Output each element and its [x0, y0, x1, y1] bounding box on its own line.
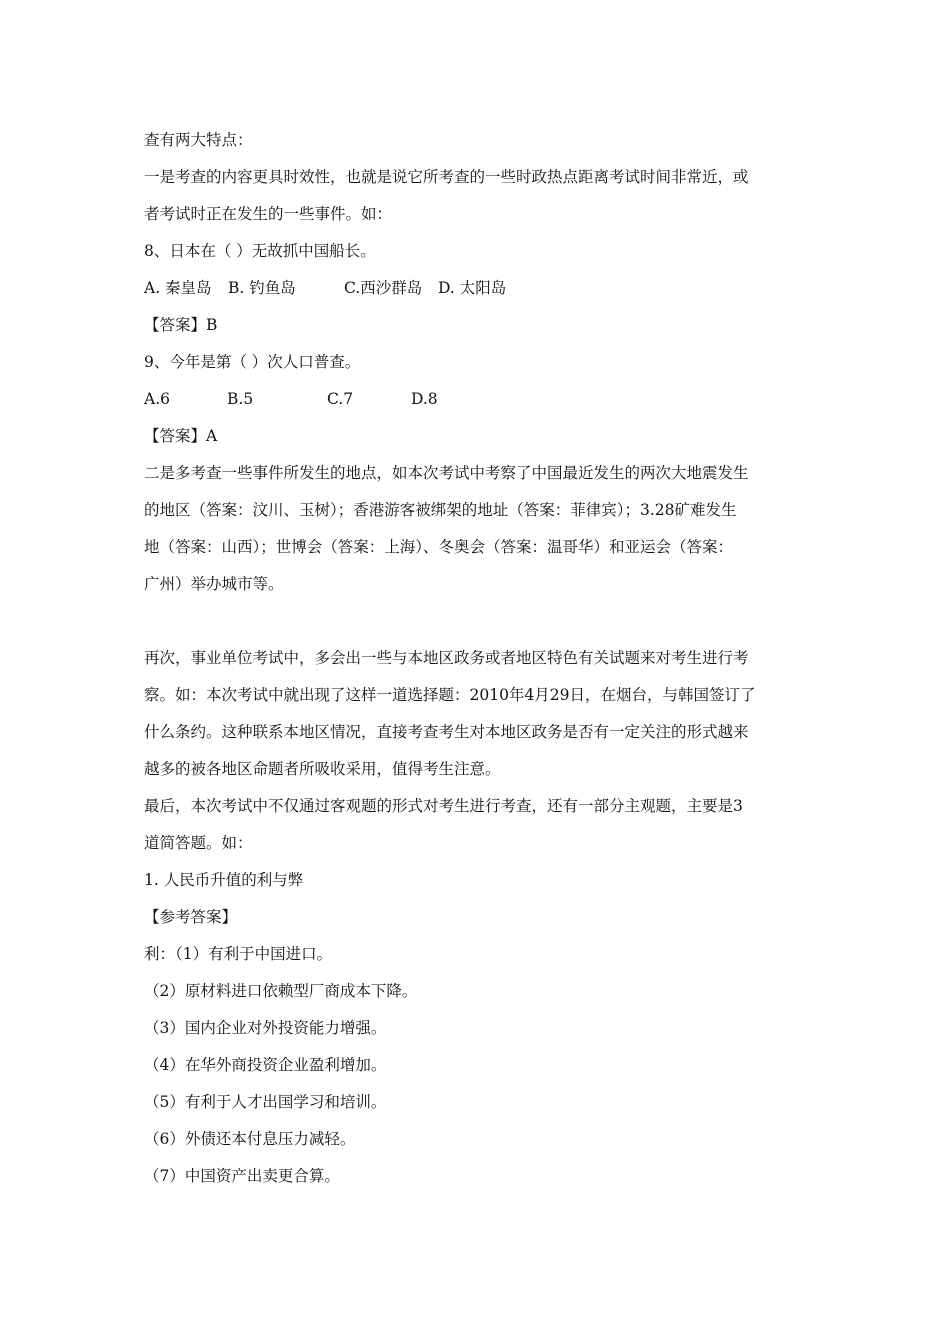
text-line: 什么条约。这种联系本地区情况，直接考查考生对本地区政务是否有一定关注的形式越来 [144, 723, 749, 741]
text-line: 的地区（答案：汶川、玉树）；香港游客被绑架的地址（答案：菲律宾）；3.28矿难发生 [144, 501, 737, 519]
list-item: （5）有利于人才出国学习和培训。 [144, 1093, 387, 1111]
question-1: 1. 人民币升值的利与弊 [144, 871, 304, 889]
text-line: 二是多考查一些事件所发生的地点，如本次考试中考察了中国最近发生的两次大地震发生 [144, 464, 749, 482]
list-item: （3）国内企业对外投资能力增强。 [144, 1019, 387, 1037]
answer-label: 【答案】B [144, 316, 218, 334]
text-line: 越多的被各地区命题者所吸收采用，值得考生注意。 [144, 760, 501, 778]
text-line: 道简答题。如： [144, 834, 253, 852]
text-line: 查有两大特点： [144, 131, 253, 149]
option-c: C.西沙群岛 [344, 279, 423, 297]
list-item: 利：（1）有利于中国进口。 [144, 945, 333, 963]
option-b: B. 钓鱼岛 [228, 279, 296, 297]
question-9-options [144, 381, 814, 418]
list-item: （4）在华外商投资企业盈利增加。 [144, 1056, 387, 1074]
text-line: 察。如：本次考试中就出现了这样一道选择题：2010年4月29日，在烟台，与韩国签订了 [144, 686, 756, 704]
text-line: 广州）举办城市等。 [144, 575, 284, 593]
option-d: D. 太阳岛 [438, 279, 507, 297]
question-8: 8、日本在（ ）无故抓中国船长。 [144, 242, 376, 260]
text-line: 最后，本次考试中不仅通过客观题的形式对考生进行考查，还有一部分主观题，主要是3 [144, 797, 743, 815]
text-line: 者考试时正在发生的一些事件。如： [144, 205, 393, 223]
option-b: B.5 [227, 390, 254, 408]
option-a: A.6 [144, 390, 170, 408]
question-9: 9、今年是第（ ）次人口普查。 [144, 353, 361, 371]
list-item: （6）外债还本付息压力减轻。 [144, 1130, 356, 1148]
blank-line [144, 603, 814, 640]
text-line: 再次，事业单位考试中，多会出一些与本地区政务或者地区特色有关试题来对考生进行考 [144, 649, 749, 667]
list-item: （7）中国资产出卖更合算。 [144, 1167, 340, 1185]
list-item: （2）原材料进口依赖型厂商成本下降。 [144, 982, 418, 1000]
text-line: 一是考查的内容更具时效性，也就是说它所考查的一些时政热点距离考试时间非常近，或 [144, 168, 749, 186]
question-8-options [144, 270, 814, 307]
answer-label: 【答案】A [144, 427, 218, 445]
document-page [144, 122, 814, 1195]
reference-answer-label: 【参考答案】 [144, 908, 238, 926]
text-line: 地（答案：山西）；世博会（答案：上海）、冬奥会（答案：温哥华）和亚运会（答案： [144, 538, 734, 556]
option-a: A. 秦皇岛 [144, 279, 212, 297]
option-d: D.8 [411, 390, 438, 408]
option-c: C.7 [327, 390, 354, 408]
